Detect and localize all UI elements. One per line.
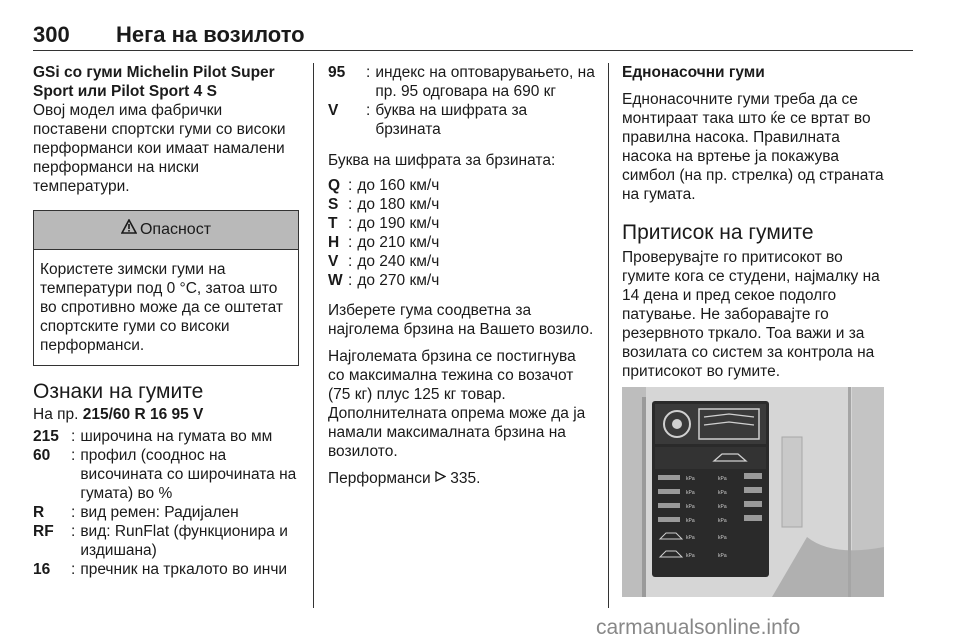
definition-desc: профил (соодноc на височината со широчината на гумата) во % bbox=[80, 447, 297, 502]
speed-value: до 270 км/ч bbox=[357, 272, 440, 289]
pressure-unit-label: kPa bbox=[718, 504, 727, 510]
speed-row bbox=[328, 195, 596, 214]
choose-tyre-paragraph: Изберете гума соодветна за најголема брзина на Вашето возило. bbox=[328, 302, 594, 338]
speed-letter: T bbox=[328, 215, 338, 232]
max-speed-paragraph: Најголемата брзина се постигнува со максимална тежина со возачот (75 кг) плус 125 кг товар. Дополнителната опрема може да ја намали максималната брзина на возилото. bbox=[328, 348, 586, 460]
pressure-unit-label: kPa bbox=[686, 535, 695, 541]
pressure-unit-label: kPa bbox=[686, 518, 695, 524]
definition-desc: индекс на оптоварувањето, на пр. 95 одговара на 690 кг bbox=[375, 64, 595, 100]
definition-term: RF bbox=[33, 523, 54, 540]
speed-value: до 210 км/ч bbox=[357, 234, 440, 251]
speed-value: до 160 км/ч bbox=[357, 177, 440, 194]
speed-colon: : bbox=[348, 253, 353, 270]
definition-desc: вид: RunFlat (функционира и издишана) bbox=[80, 523, 288, 559]
page-header bbox=[33, 20, 913, 50]
pressure-unit-label: kPa bbox=[686, 490, 695, 496]
example-code: 215/60 R 16 95 V bbox=[82, 406, 204, 423]
header-rule bbox=[33, 50, 913, 51]
definition-desc: широчина на гумата во мм bbox=[80, 428, 273, 445]
definition-term: 95 bbox=[328, 64, 346, 81]
definition-colon: : bbox=[366, 102, 371, 119]
page-number: 300 bbox=[33, 22, 70, 47]
markings-definitions bbox=[33, 427, 299, 579]
speed-row bbox=[328, 214, 596, 233]
definition-colon: : bbox=[71, 561, 76, 578]
definition-term: 16 bbox=[33, 561, 51, 578]
pressure-unit-label: kPa bbox=[718, 518, 727, 524]
speed-intro: Буква на шифрата за брзината: bbox=[328, 152, 556, 169]
directional-tyres-paragraph: Еднонасочните гуми треба да се монтираат така што ќе се вртат во правилна насока. Правилната насока на вртење ја покажува симбол (на пр. стрелка) од страната на гумата. bbox=[622, 91, 884, 203]
definition-term: 215 bbox=[33, 428, 59, 445]
definition-term: V bbox=[328, 102, 339, 119]
definition-row bbox=[33, 446, 299, 503]
tyre-pressure-label-illustration bbox=[622, 387, 884, 597]
danger-box bbox=[33, 210, 299, 366]
definition-desc: вид ремен: Радијален bbox=[80, 504, 239, 521]
speed-value: до 180 км/ч bbox=[357, 196, 440, 213]
speed-colon: : bbox=[348, 215, 353, 232]
speed-letter: H bbox=[328, 234, 340, 251]
warning-triangle-icon bbox=[121, 211, 137, 249]
definition-colon: : bbox=[71, 504, 76, 521]
pressure-unit-label: kPa bbox=[718, 553, 727, 559]
column-1 bbox=[33, 63, 299, 579]
load-definitions bbox=[328, 63, 596, 139]
definition-row bbox=[33, 503, 299, 522]
speed-colon: : bbox=[348, 177, 353, 194]
tyre-pressure-heading: Притисок на гумите bbox=[622, 221, 814, 244]
speed-colon: : bbox=[348, 234, 353, 251]
definition-row bbox=[328, 63, 596, 101]
page-title: Нега на возилото bbox=[116, 22, 305, 47]
speed-row bbox=[328, 233, 596, 252]
speed-value: до 240 км/ч bbox=[357, 253, 440, 270]
definition-colon: : bbox=[366, 64, 371, 81]
definition-term: 60 bbox=[33, 447, 51, 464]
column-divider-1 bbox=[313, 63, 314, 608]
column-3 bbox=[622, 63, 890, 381]
speed-row bbox=[328, 252, 596, 271]
arrow-right-icon[interactable] bbox=[435, 469, 446, 488]
definition-colon: : bbox=[71, 428, 76, 445]
gsi-subhead: GSi со гуми Michelin Pilot Super Sport или Pilot Sport 4 S bbox=[33, 64, 275, 100]
column-2 bbox=[328, 63, 596, 488]
column-divider-2 bbox=[608, 63, 609, 608]
definition-row bbox=[33, 427, 299, 446]
speed-list bbox=[328, 176, 596, 290]
definition-row bbox=[33, 522, 299, 560]
definition-row bbox=[33, 560, 299, 579]
pressure-unit-label: kPa bbox=[718, 476, 727, 482]
tyre-pressure-paragraph: Проверувајте го притисокот во гумите кога се студени, најмалку на 14 дена и пред секое подолго патување. Не заборавајте го резервното тркало. Тоа важи и за возилата со систем за контрола на притисокот во гумите. bbox=[622, 249, 880, 380]
definition-desc: пречник на тркалото во инчи bbox=[80, 561, 288, 578]
speed-row bbox=[328, 176, 596, 195]
speed-row bbox=[328, 271, 596, 290]
speed-value: до 190 км/ч bbox=[357, 215, 440, 232]
example-prefix: На пр. bbox=[33, 406, 83, 423]
pressure-unit-label: kPa bbox=[686, 504, 695, 510]
speed-letter: Q bbox=[328, 177, 341, 194]
performance-page-link[interactable]: 335. bbox=[445, 470, 481, 487]
gsi-intro: Овој модел има фабрички поставени спортски гуми со високи перформанси кои имаат намалени перформанси на ниски температури. bbox=[33, 102, 286, 195]
speed-letter: W bbox=[328, 272, 343, 289]
danger-box-title: Опасност bbox=[139, 221, 212, 238]
pressure-unit-label: kPa bbox=[718, 490, 727, 496]
pressure-unit-label: kPa bbox=[686, 553, 695, 559]
definition-desc: буква на шифрата за брзината bbox=[375, 102, 528, 138]
speed-letter: S bbox=[328, 196, 339, 213]
speed-colon: : bbox=[348, 196, 353, 213]
performance-text: Перформанси bbox=[328, 470, 435, 487]
speed-colon: : bbox=[348, 272, 353, 289]
pressure-unit-label: kPa bbox=[686, 476, 695, 482]
directional-tyres-subhead: Еднонасочни гуми bbox=[622, 64, 765, 81]
pressure-unit-label: kPa bbox=[718, 535, 727, 541]
definition-row bbox=[328, 101, 596, 139]
danger-box-header bbox=[34, 211, 298, 250]
danger-box-body: Користете зимски гуми на температури под 0 °C, затоа што во спротивно може да се оштетат спортските гуми со високи перформанси. bbox=[40, 261, 283, 354]
speed-letter: V bbox=[328, 253, 339, 270]
performance-reference bbox=[328, 469, 596, 488]
markings-heading: Ознаки на гумите bbox=[33, 380, 204, 403]
definition-colon: : bbox=[71, 447, 76, 464]
watermark: carmanualsonline.info bbox=[596, 616, 801, 639]
definition-colon: : bbox=[71, 523, 76, 540]
definition-term: R bbox=[33, 504, 45, 521]
example-line bbox=[33, 405, 299, 424]
